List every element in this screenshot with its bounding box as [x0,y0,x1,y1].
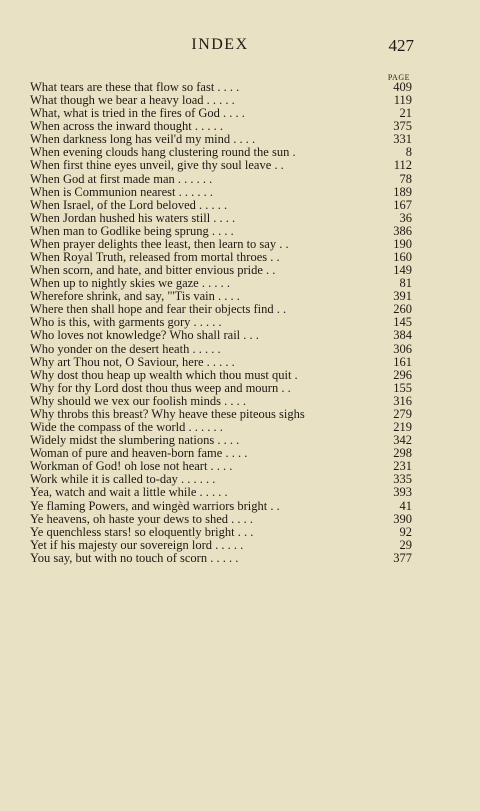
index-entry-title: Wide the compass of the world . . . . . . [30,420,223,435]
index-entry-title: When Israel, of the Lord beloved . . . . . [30,197,228,212]
index-entry [30,382,412,395]
index-entry-page: 29 [399,537,412,552]
index-entry-title: When Jordan hushed his waters still . . . . [30,210,236,225]
index-entry-page: 279 [393,406,412,421]
index-entry-title: Ye flaming Powers, and wingèd warriors bright . . [30,498,280,513]
index-entry-page: 41 [399,498,412,513]
index-entry-page: 260 [393,302,412,317]
index-entry-page: 92 [399,524,412,539]
index-entry-title: When Royal Truth, released from mortal throes . . [30,250,280,265]
index-entry [30,212,412,225]
index-entry [30,552,412,565]
index-entry-title: When up to nightly skies we gaze . . . . . [30,276,230,291]
index-entry-page: 298 [393,446,412,461]
index-entry-page: 190 [393,236,412,251]
index-list [30,81,412,565]
index-entry-title: Who yonder on the desert heath . . . . . [30,341,221,356]
index-entry [30,395,412,408]
index-entry-page: 219 [393,420,412,435]
index-entry-page: 342 [393,433,412,448]
index-entry-title: Woman of pure and heaven-born fame . . . . [30,446,248,461]
index-entry [30,186,412,199]
index-entry-title: Why for thy Lord dost thou thus weep and mourn . . [30,380,291,395]
index-entry-title: When man to Godlike being sprung . . . . [30,223,234,238]
index-entry-title: Why throbs this breast? Why heave these piteous sighs [30,406,305,421]
index-entry-title: Ye heavens, oh haste your dews to shed . . . . [30,511,254,526]
index-entry-title: Widely midst the slumbering nations . . . . [30,433,240,448]
index-entry [30,356,412,369]
index-entry [30,159,412,172]
index-entry-page: 316 [393,393,412,408]
index-entry-page: 149 [393,263,412,278]
index-entry-page: 36 [399,210,412,225]
index-entry-page: 231 [393,459,412,474]
index-entry [30,500,412,513]
index-entry-title: Ye quenchless stars! so eloquently bright . . . [30,524,254,539]
index-entry-page: 155 [393,380,412,395]
index-entry-page: 145 [393,315,412,330]
index-entry [30,173,412,186]
index-entry-title: When scorn, and hate, and bitter envious pride . . [30,263,276,278]
index-entry-page: 81 [399,276,412,291]
index-entry-page: 112 [393,158,412,173]
index-entry-title: Why dost thou heap up wealth which thou must quit . [30,367,298,382]
index-entry-title: You say, but with no touch of scorn . . . . . [30,550,239,565]
index-entry-page: 391 [393,289,412,304]
index-entry-page: 409 [393,80,412,94]
index-entry-title: When God at first made man . . . . . . [30,171,213,186]
index-entry-page: 78 [399,171,412,186]
index-entry-title: When evening clouds hang clustering round the sun . [30,145,296,160]
index-entry-title: When prayer delights thee least, then learn to say . . [30,236,289,251]
index-entry-title: Yea, watch and wait a little while . . . . . [30,485,228,500]
index-entry-page: 8 [405,145,412,160]
index-entry-page: 306 [393,341,412,356]
index-entry-title: Work while it is called to-day . . . . . . [30,472,216,487]
index-entry-title: When first thine eyes unveil, give thy soul leave . . [30,158,284,173]
index-entry-title: When darkness long has veil'd my mind . . . . [30,132,256,147]
index-entry-page: 390 [393,511,412,526]
index-entry [30,526,412,539]
index-entry-page: 21 [399,106,412,121]
index-entry [30,513,412,526]
index-entry-page: 393 [393,485,412,500]
index-entry-page: 335 [393,472,412,487]
index-entry-title: Wherefore shrink, and say, "'Tis vain . . . . [30,289,240,304]
index-entry-title: Why should we vex our foolish minds . . . . [30,393,246,408]
index-entry-page: 119 [393,93,412,108]
index-entry-page: 377 [393,550,412,565]
index-entry-title: What though we bear a heavy load . . . . . [30,93,235,108]
index-entry-page: 189 [393,184,412,199]
page-number: 427 [388,36,414,55]
index-entry-page: 160 [393,250,412,265]
index-entry-title: Who is this, with garments gory . . . . . [30,315,222,330]
index-entry-page: 167 [393,197,412,212]
index-entry-title: Workman of God! oh lose not heart . . . . [30,459,233,474]
page-title: INDEX [191,36,249,53]
index-entry [30,486,412,499]
index-entry [30,343,412,356]
index-entry-title: What tears are these that flow so fast . . . . [30,80,240,94]
running-head [30,36,410,56]
index-entry-title: Yet if his majesty our sovereign lord . . . . . [30,537,244,552]
index-entry-title: Where then shall hope and fear their objects find . . [30,302,287,317]
index-entry [30,329,412,342]
index-entry-title: Who loves not knowledge? Who shall rail . . . [30,328,259,343]
index-entry-page: 375 [393,119,412,134]
index-entry-page: 296 [393,367,412,382]
page-column-label: PAGE [387,73,410,82]
index-entry [30,539,412,552]
index-entry-title: When is Communion nearest . . . . . . [30,184,213,199]
index-entry-title: What, what is tried in the fires of God . . . . [30,106,245,121]
index-entry [30,369,412,382]
index-entry-page: 161 [393,354,412,369]
index-entry [30,225,412,238]
index-entry [30,199,412,212]
index-entry-page: 386 [393,223,412,238]
index-entry-page: 384 [393,328,412,343]
index-entry-page: 331 [393,132,412,147]
index-entry-title: Why art Thou not, O Saviour, here . . . . . [30,354,235,369]
index-entry-title: When across the inward thought . . . . . [30,119,224,134]
